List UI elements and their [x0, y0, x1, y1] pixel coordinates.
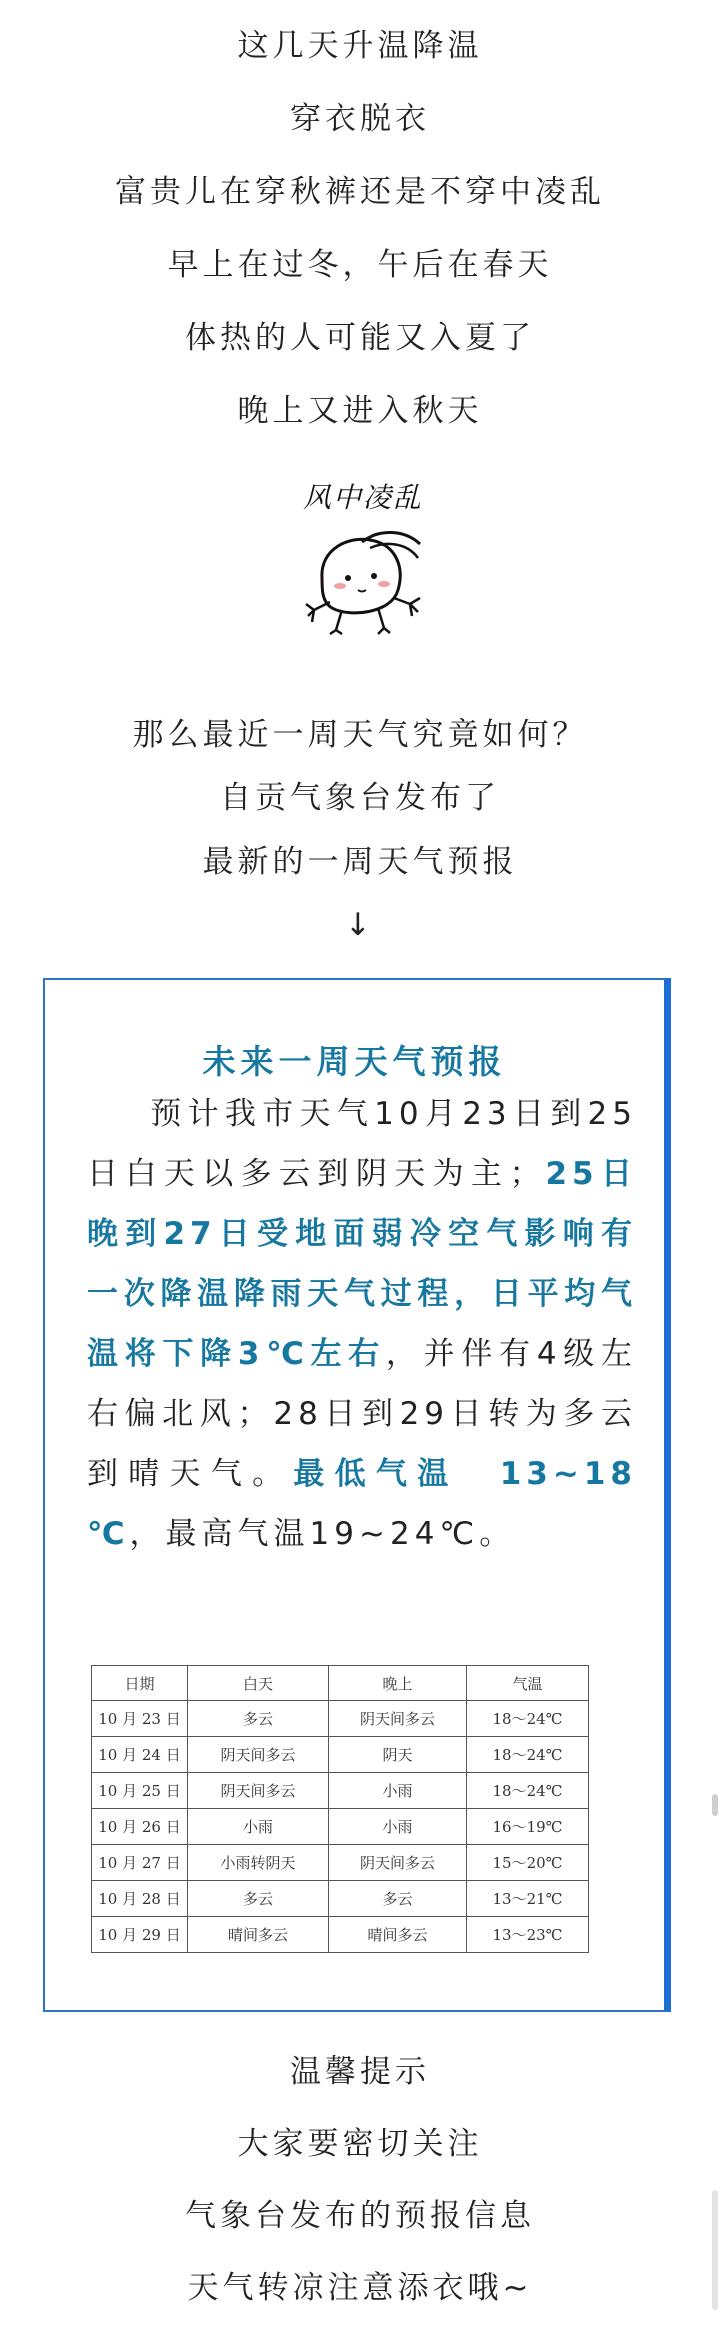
intro-line: 体热的人可能又入夏了 [185, 320, 535, 356]
table-row [92, 1773, 589, 1809]
forecast-paragraph [87, 1084, 637, 1564]
intro-line: 早上在过冬，午后在春天 [167, 247, 553, 283]
table-cell: 18～24℃ [467, 1701, 589, 1737]
scrollbar-thumb[interactable] [712, 1794, 718, 1816]
table-cell: 13～21℃ [467, 1881, 589, 1917]
forecast-highlight: 最低气温 13~18 ℃ [87, 1456, 637, 1552]
question-line: 自贡气象台发布了 [220, 780, 500, 816]
table-row [92, 1737, 589, 1773]
table-row [92, 1917, 589, 1953]
table-cell: 10 月 28 日 [92, 1881, 188, 1917]
table-header-cell: 白天 [188, 1666, 329, 1701]
table-cell: 小雨 [188, 1809, 329, 1845]
intro-line: 穿衣脱衣 [290, 101, 430, 137]
table-cell: 10 月 29 日 [92, 1917, 188, 1953]
table-row [92, 1701, 589, 1737]
table-header-cell: 气温 [467, 1666, 589, 1701]
intro-line: 富贵儿在穿秋裤还是不穿中凌乱 [115, 174, 605, 210]
weather-table [91, 1665, 589, 1953]
down-arrow-icon: ↓ [345, 907, 375, 943]
forecast-card [43, 978, 671, 2012]
forecast-text: 预计我市天气10月23日到25日白天以多云到阴天为主； [87, 1096, 637, 1192]
question-line: 那么最近一周天气究竟如何？ [132, 717, 588, 753]
table-cell: 13～23℃ [467, 1917, 589, 1953]
table-cell: 阴天间多云 [329, 1701, 467, 1737]
outro-line: 大家要密切关注 [237, 2126, 483, 2162]
table-cell: 小雨转阴天 [188, 1845, 329, 1881]
table-row [92, 1845, 589, 1881]
table-cell: 晴间多云 [188, 1917, 329, 1953]
table-cell: 10 月 23 日 [92, 1701, 188, 1737]
table-cell: 10 月 27 日 [92, 1845, 188, 1881]
table-cell: 18～24℃ [467, 1737, 589, 1773]
table-cell: 15～20℃ [467, 1845, 589, 1881]
table-header-row [92, 1666, 589, 1701]
table-header-cell: 晚上 [329, 1666, 467, 1701]
windblown-face-icon [270, 518, 450, 648]
table-cell: 阴天 [329, 1737, 467, 1773]
question-line: 最新的一周天气预报 [202, 844, 518, 880]
table-cell: 18～24℃ [467, 1773, 589, 1809]
table-cell: 小雨 [329, 1809, 467, 1845]
outro-line: 气象台发布的预报信息 [185, 2198, 535, 2234]
forecast-text: ，并伴有4级左右偏北风；28日到29日转为多云到晴天气。 [87, 1336, 637, 1492]
forecast-title: 未来一周天气预报 [202, 1042, 507, 1081]
outro-line: 天气转凉注意添衣哦~ [187, 2270, 533, 2306]
intro-line: 这几天升温降温 [237, 28, 483, 64]
windblown-face-sticker [270, 480, 450, 650]
table-cell: 小雨 [329, 1773, 467, 1809]
table-cell: 阴天间多云 [188, 1737, 329, 1773]
table-cell: 10 月 24 日 [92, 1737, 188, 1773]
table-cell: 多云 [188, 1701, 329, 1737]
forecast-highlight: 25日晚到27日受地面弱冷空气影响有一次降温降雨天气过程，日平均气温将下降3℃左右 [87, 1156, 637, 1372]
table-header-cell: 日期 [92, 1666, 188, 1701]
table-cell: 晴间多云 [329, 1917, 467, 1953]
sticker-caption: 风中凌乱 [302, 481, 423, 514]
outro-line: 温馨提示 [290, 2054, 430, 2090]
table-cell: 阴天间多云 [188, 1773, 329, 1809]
forecast-text: ，最高气温19~24℃。 [129, 1516, 516, 1552]
table-cell: 16～19℃ [467, 1809, 589, 1845]
table-row [92, 1809, 589, 1845]
table-cell: 多云 [329, 1881, 467, 1917]
table-row [92, 1881, 589, 1917]
table-cell: 阴天间多云 [329, 1845, 467, 1881]
table-cell: 10 月 26 日 [92, 1809, 188, 1845]
intro-line: 晚上又进入秋天 [237, 393, 483, 429]
table-cell: 10 月 25 日 [92, 1773, 188, 1809]
table-cell: 多云 [188, 1881, 329, 1917]
